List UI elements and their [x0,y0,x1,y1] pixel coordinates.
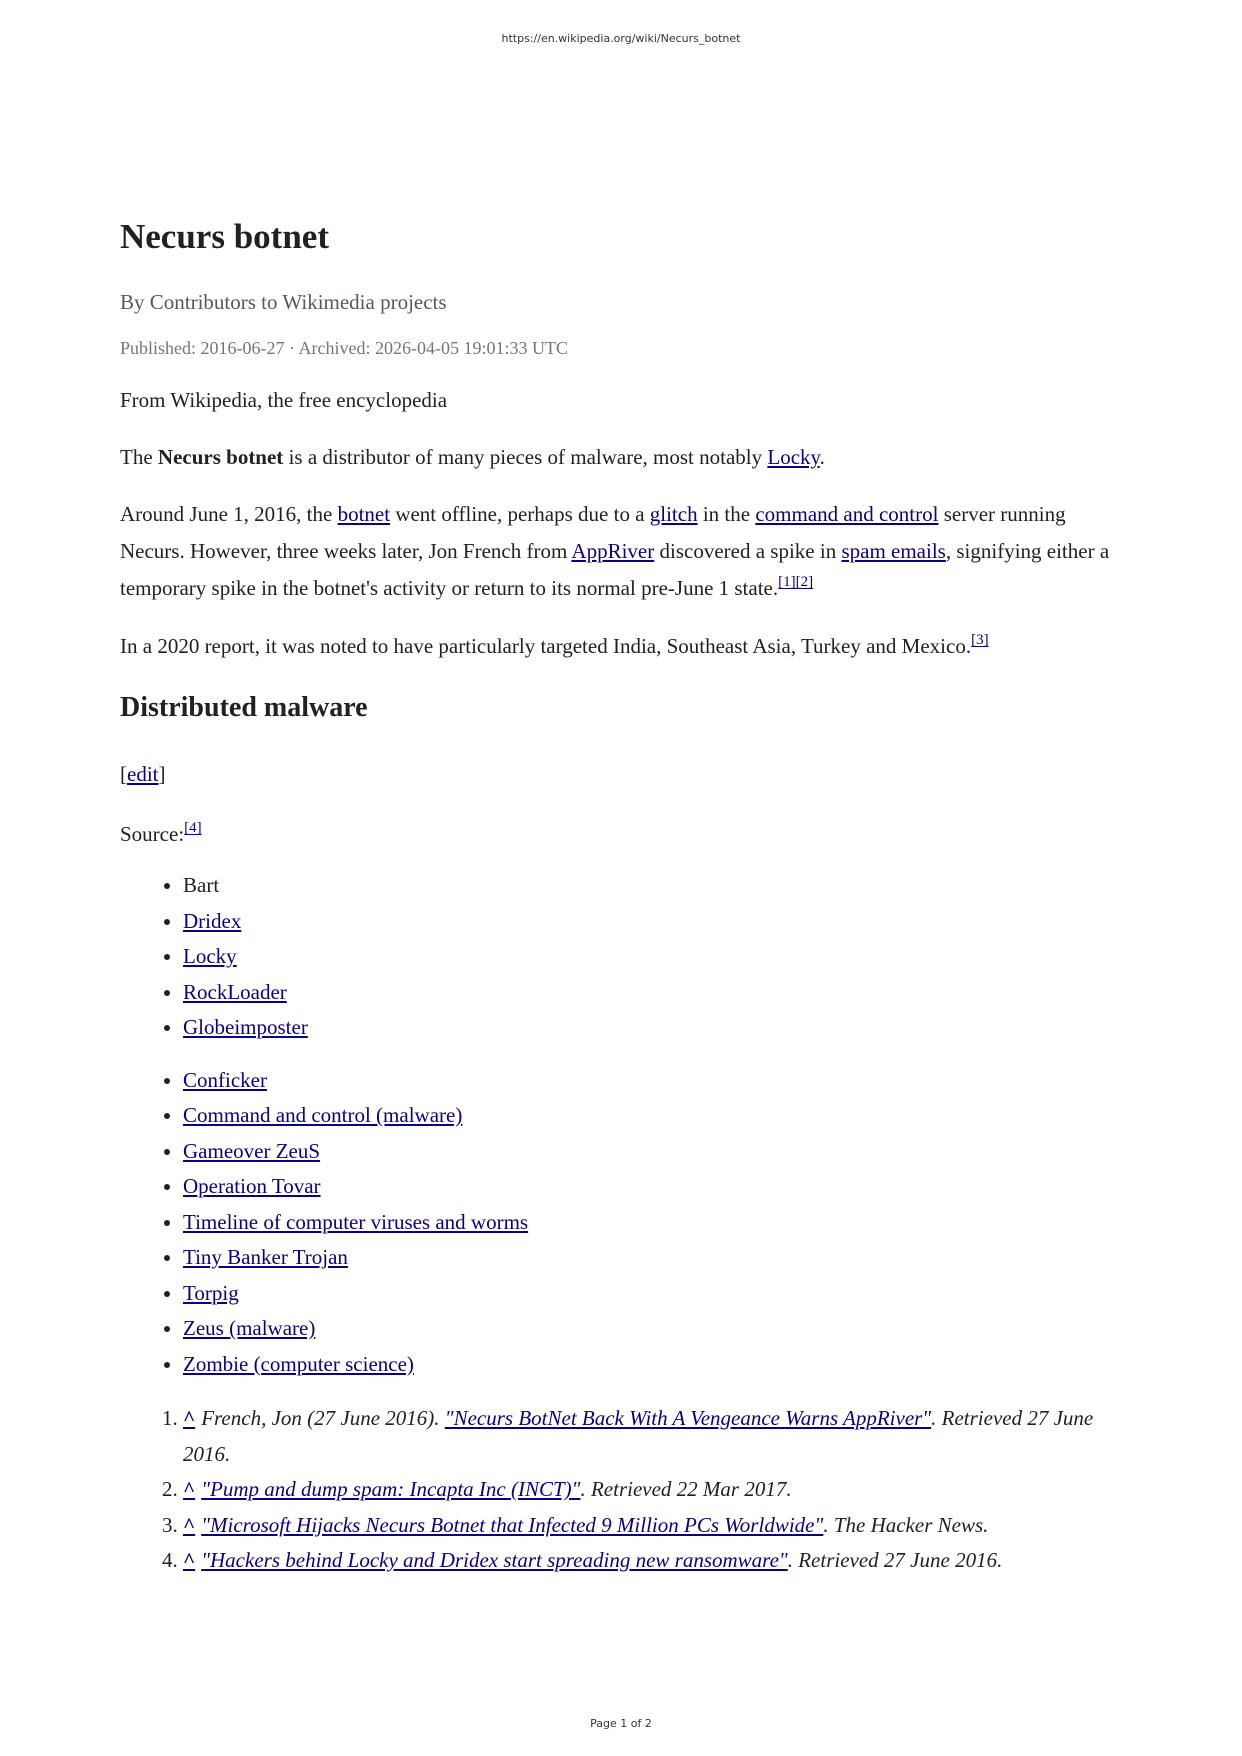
list-item [183,1276,1130,1312]
report-text: In a 2020 report, it was noted to have particularly targeted India, Southeast Asia, Turkey and Mexico. [120,634,972,658]
link-command-and-control[interactable]: command and control [755,502,939,526]
reference-item [183,1508,1130,1544]
publish-info: Published: 2016-06-27 · Archived: 2026-04-05 19:01:33 UTC [120,338,568,358]
list-item [183,1169,1130,1205]
history-text-5: discovered a spike in [654,539,842,563]
list-item [183,1311,1130,1347]
see-also-list [120,1063,1130,1383]
link-zombie-computer-science[interactable]: Zombie (computer science) [183,1351,414,1376]
history-text-4: server running Necurs. However, three weeks later, Jon French from [120,502,1066,563]
reference-item [183,1472,1130,1508]
link-spam-emails[interactable]: spam emails [841,539,946,563]
intro-paragraph [120,439,1130,475]
page-number: Page 1 of 2 [590,1717,652,1730]
source-line [120,816,1130,852]
history-text-2: went offline, perhaps due to a [390,502,650,526]
reference-item [183,1543,1130,1579]
list-item [183,1010,1130,1046]
edit-bracket-close: ] [158,762,166,786]
list-item [183,868,1130,904]
link-locky-list[interactable]: Locky [183,944,237,968]
ref-text-pre: French, Jon (27 June 2016). [201,1406,445,1430]
link-glitch[interactable]: glitch [649,502,698,526]
link-torpig[interactable]: Torpig [183,1280,239,1305]
ref-source-link-4[interactable]: "Hackers behind Locky and Dridex start spreading new ransomware" [201,1548,788,1572]
article-content [120,212,1130,1579]
reference-item [183,1401,1130,1472]
history-paragraph [120,496,1130,607]
malware-list [120,868,1130,1046]
report-paragraph [120,628,1130,664]
link-operation-tovar[interactable]: Operation Tovar [183,1174,321,1198]
link-timeline-viruses[interactable]: Timeline of computer viruses and worms [183,1209,529,1234]
source-label: Source: [120,822,185,846]
ref-backlink-2[interactable]: ^ [183,1477,196,1501]
link-gameover-zeus[interactable]: Gameover ZeuS [183,1138,321,1163]
ref-text-post: . Retrieved 27 June 2016. [183,1406,1094,1466]
ref-link-2[interactable]: [2] [795,574,814,590]
history-text-6: , signifying either a temporary spike in the botnet's activity or return to its normal pre-June 1 state. [120,539,1110,600]
list-item [183,975,1130,1011]
ref-link-4[interactable]: [4] [184,820,202,836]
ref-link-1[interactable]: [1] [778,574,796,590]
ref-link-3[interactable]: [3] [971,632,989,648]
ref-text-post: . The Hacker News. [823,1512,989,1537]
ref-source-link-2[interactable]: "Pump and dump spam: Incapta Inc (INCT)" [201,1477,581,1501]
byline: By Contributors to Wikimedia projects [120,290,447,314]
references-list [120,1401,1130,1579]
history-text-1: Around June 1, 2016, the [120,502,338,526]
edit-link[interactable]: edit [127,762,159,786]
link-globeimposter[interactable]: Globeimposter [183,1015,308,1039]
ref-backlink-1[interactable]: ^ [183,1406,196,1430]
malware-item-bart: Bart [183,873,220,897]
intro-text-mid: is a distributor of many pieces of malware, most notably [283,445,768,469]
link-conficker[interactable]: Conficker [183,1067,267,1092]
section-heading-distributed-malware: Distributed malware [120,692,368,723]
list-item [183,939,1130,975]
link-dridex[interactable]: Dridex [183,908,242,933]
link-botnet[interactable]: botnet [337,502,391,526]
history-text-3: in the [697,502,756,526]
list-item [183,904,1130,940]
list-item [183,1134,1130,1170]
intro-text-pre: The [120,445,158,469]
list-item [183,1063,1130,1099]
edit-section [120,756,1130,792]
list-item [183,1240,1130,1276]
list-item [183,1347,1130,1383]
link-tiny-banker-trojan[interactable]: Tiny Banker Trojan [183,1245,348,1269]
edit-bracket-open: [ [120,762,127,786]
ref-backlink-3[interactable]: ^ [183,1512,196,1537]
ref-text-post: . Retrieved 22 Mar 2017. [580,1477,792,1501]
ref-text-post: . Retrieved 27 June 2016. [787,1548,1003,1572]
list-item [183,1205,1130,1241]
page-url: https://en.wikipedia.org/wiki/Necurs_botnet [501,32,741,45]
intro-text-post: . [819,445,825,469]
link-appriver[interactable]: AppRiver [571,539,655,563]
ref-source-link-3[interactable]: "Microsoft Hijacks Necurs Botnet that Infected 9 Million PCs Worldwide" [201,1512,824,1537]
ref-backlink-4[interactable]: ^ [183,1548,196,1572]
ref-source-link-1[interactable]: "Necurs BotNet Back With A Vengeance Warns AppRiver" [444,1406,932,1430]
from-wikipedia: From Wikipedia, the free encyclopedia [120,388,448,412]
link-locky[interactable]: Locky [767,445,820,469]
link-zeus-malware[interactable]: Zeus (malware) [183,1316,316,1340]
list-item [183,1098,1130,1134]
page-title: Necurs botnet [120,217,329,256]
link-command-and-control-malware[interactable]: Command and control (malware) [183,1103,463,1127]
link-rockloader[interactable]: RockLoader [183,979,287,1004]
intro-bold-term: Necurs botnet [157,445,284,469]
